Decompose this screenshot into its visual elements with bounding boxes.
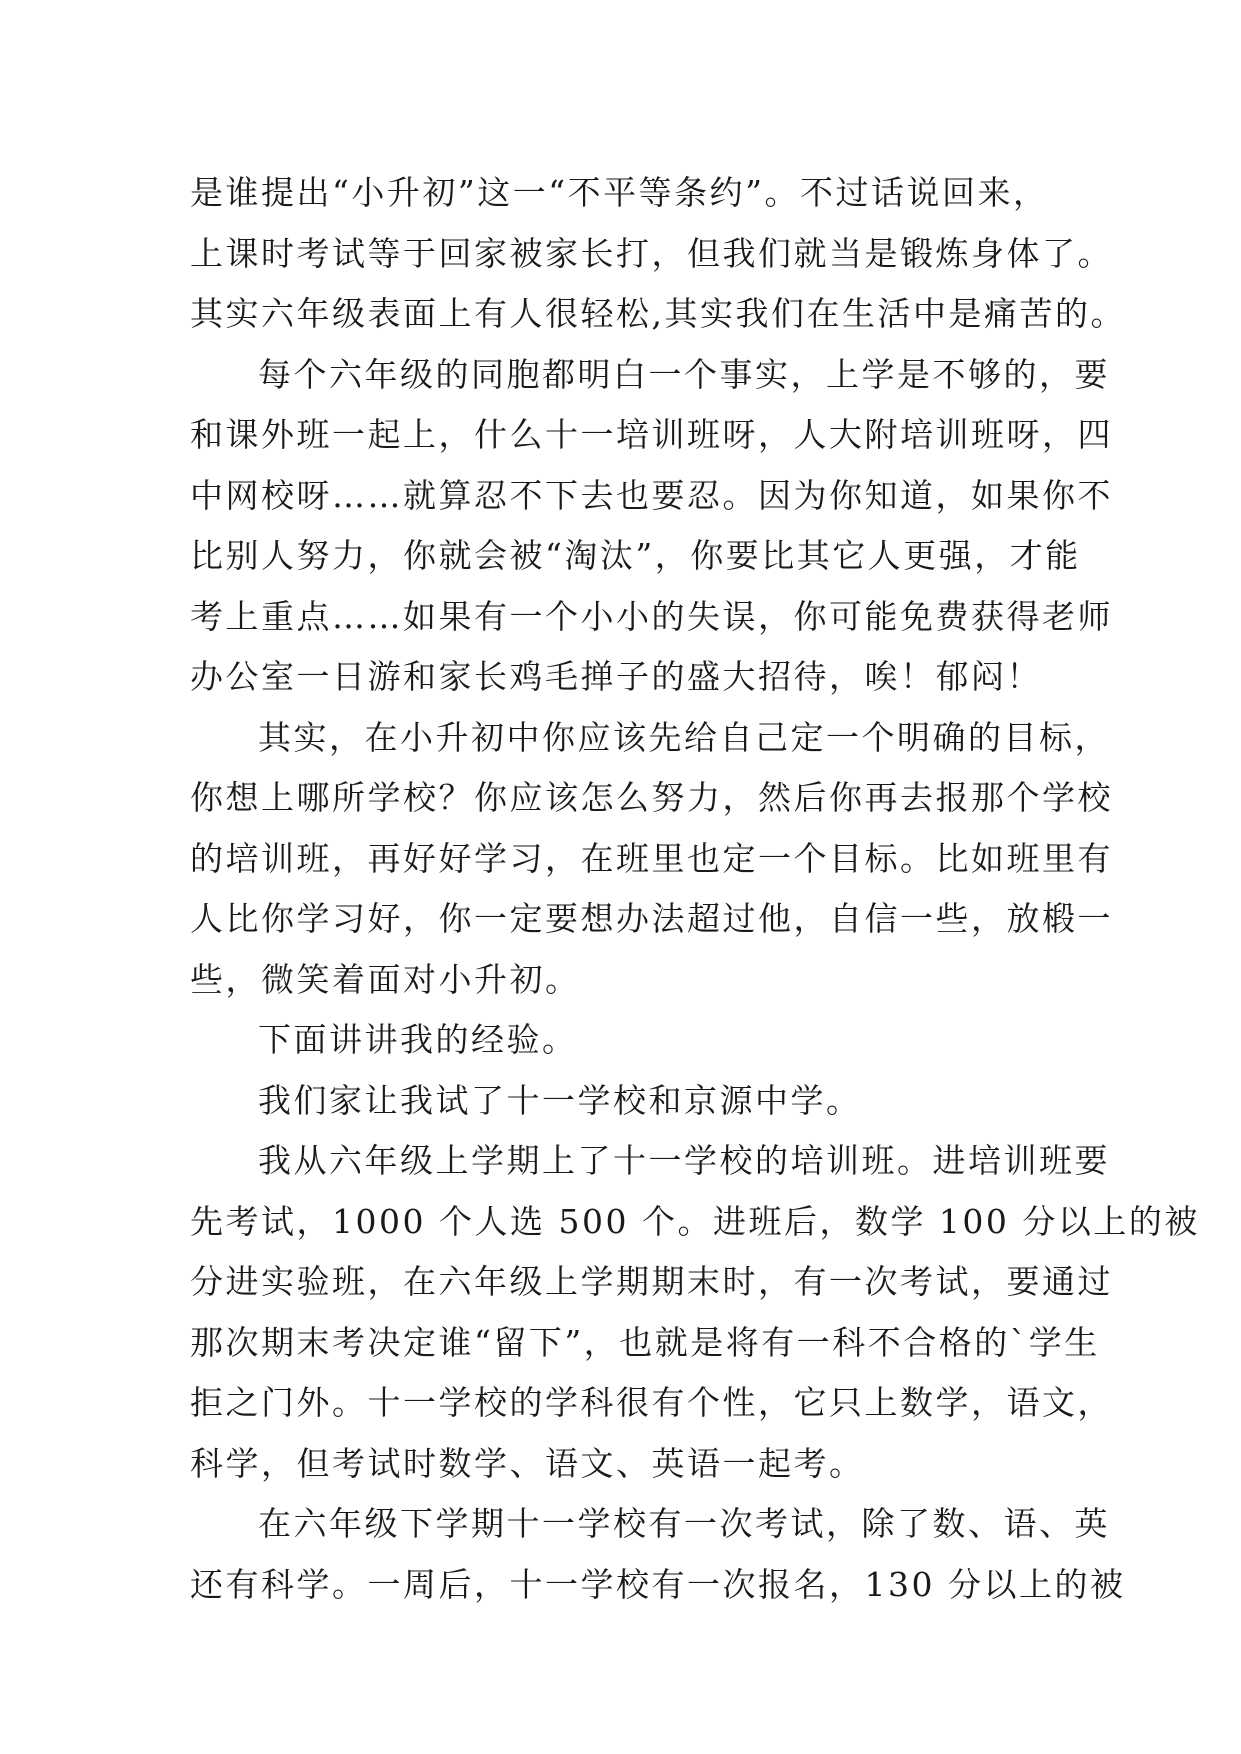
- text-line: 人比你学习好，你一定要想办法超过他，自信一些，放椴一: [190, 899, 1113, 938]
- text-line: 我们家让我试了十一学校和京源中学。: [258, 1080, 862, 1120]
- text-line: 其实六年级表面上有人很轻松,其实我们在生活中是痛苦的。: [190, 294, 1126, 333]
- text-line: 那次期末考决定谁“留下”，也就是将有一科不合格的`学生: [190, 1322, 1100, 1362]
- document-body: [190, 163, 1200, 1615]
- text-line: 些，微笑着面对小升初。: [190, 959, 581, 999]
- text-line: 每个六年级的同胞都明白一个事实，上学是不够的，要: [258, 354, 1110, 394]
- text-line: 你想上哪所学校？你应该怎么努力，然后你再去报那个学校: [190, 778, 1113, 817]
- text-line: 先考试，1000 个人选 500 个。进班后，数学 100 分以上的被: [190, 1201, 1200, 1241]
- text-line: 下面讲讲我的经验。: [258, 1020, 578, 1059]
- text-line: 科学，但考试时数学、语文、英语一起考。: [190, 1443, 865, 1483]
- text-line: 还有科学。一周后，十一学校有一次报名，130 分以上的被: [190, 1564, 1126, 1604]
- text-line: 是谁提出“小升初”这一“不平等条约”。不过话说回来，: [190, 173, 1049, 212]
- text-line: 考上重点……如果有一个小小的失误，你可能免费获得老师: [190, 596, 1113, 636]
- text-line: 中网校呀……就算忍不下去也要忍。因为你知道，如果你不: [190, 475, 1113, 515]
- text-line: 的培训班，再好好学习，在班里也定一个目标。比如班里有: [190, 838, 1113, 878]
- text-line: 分进实验班，在六年级上学期期末时，有一次考试，要通过: [190, 1262, 1113, 1301]
- text-line: 我从六年级上学期上了十一学校的培训班。进培训班要: [258, 1141, 1110, 1180]
- text-line: 比别人努力，你就会被“淘汰”，你要比其它人更强，才能: [190, 536, 1081, 575]
- text-line: 在六年级下学期十一学校有一次考试，除了数、语、英: [258, 1504, 1110, 1543]
- text-line: 和课外班一起上，什么十一培训班呀，人大附培训班呀，四: [190, 415, 1113, 454]
- text-line: 上课时考试等于回家被家长打，但我们就当是锻炼身体了。: [190, 233, 1113, 273]
- text-line: 拒之门外。十一学校的学科很有个性，它只上数学，语文，: [190, 1383, 1113, 1422]
- text-line: 办公室一日游和家长鸡毛掸子的盛大招待，唉！郁闷！: [190, 657, 1042, 696]
- text-line: 其实，在小升初中你应该先给自己定一个明确的目标，: [258, 717, 1110, 757]
